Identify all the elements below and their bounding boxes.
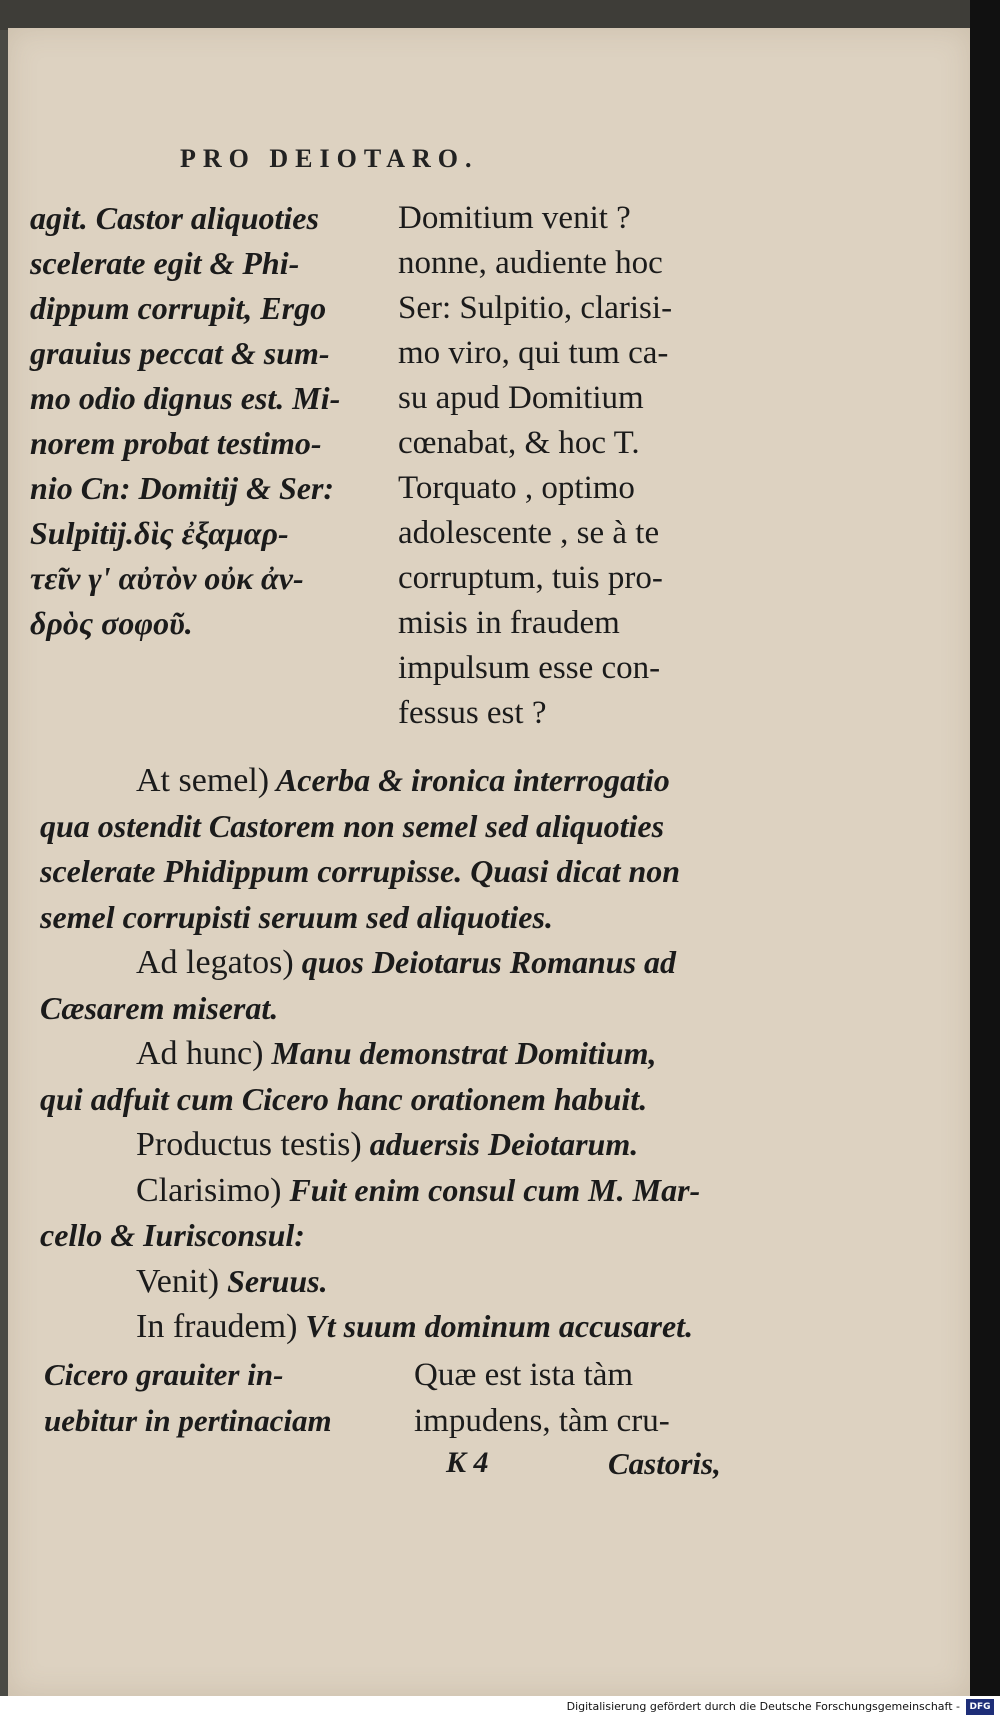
note-gloss: qua ostendit Castorem non semel sed aliquoties — [40, 807, 665, 844]
note-gloss: Vt suum dominum accusaret. — [297, 1308, 694, 1344]
note-lemma: Ad hunc) — [136, 1035, 264, 1072]
note-line — [40, 1168, 740, 1214]
text-line: su apud Domitium — [398, 380, 644, 416]
catchword: Castoris, — [608, 1446, 721, 1481]
note-lemma: In fraudem) — [136, 1308, 298, 1345]
top-right-column — [398, 196, 672, 736]
note-line — [40, 804, 740, 850]
note-gloss: Manu demonstrat Domitium, — [263, 1035, 657, 1071]
note-line — [40, 940, 740, 986]
text-line: dippum corrupit, Ergo — [30, 290, 327, 326]
text-line: misis in fraudem — [398, 605, 620, 641]
text-line: fessus est ? — [398, 695, 547, 731]
note-line — [40, 1077, 740, 1123]
note-lemma: Productus testis) — [136, 1126, 362, 1163]
bottom-right-column — [414, 1352, 670, 1444]
note-lemma: Ad legatos) — [136, 944, 294, 981]
dfg-logo-icon: DFG — [966, 1699, 994, 1715]
note-gloss: Cæsarem miserat. — [40, 989, 279, 1026]
note-line — [40, 1259, 740, 1305]
text-line: scelerate egit & Phi- — [30, 245, 300, 281]
text-line: Ser: Sulpitio, clarisi- — [398, 290, 673, 326]
scan-right-border — [970, 0, 1000, 1720]
note-line — [40, 758, 740, 804]
text-line: mo odio dignus est. Mi- — [30, 380, 341, 416]
footer-credit: Digitalisierung gefördert durch die Deutsche Forschungsgemeinschaft - — [566, 1700, 960, 1713]
commentary-notes — [40, 758, 740, 1350]
text-line: Cicero grauiter in- — [44, 1357, 284, 1392]
bottom-left-column — [44, 1352, 332, 1444]
note-line — [40, 1304, 740, 1350]
text-line: corruptum, tuis pro- — [398, 560, 663, 596]
text-line: cœnabat, & hoc T. — [398, 425, 640, 461]
text-line: impudens, tàm cru- — [414, 1403, 670, 1439]
signature-mark: K 4 — [446, 1446, 489, 1479]
text-line: nio Cn: Domitij & Ser: — [30, 470, 335, 506]
note-line — [40, 895, 740, 941]
note-gloss: semel corrupisti seruum sed aliquoties. — [40, 898, 553, 935]
text-line: norem probat testimo- — [30, 425, 322, 461]
text-line: impulsum esse con- — [398, 650, 661, 686]
greek-line: Sulpitij.δὶς ἐξαμαρ- — [30, 515, 289, 551]
footer-bar — [0, 1696, 1000, 1720]
note-lemma: Venit) — [136, 1262, 220, 1300]
note-gloss: aduersis Deiotarum. — [361, 1126, 639, 1162]
note-gloss: quos Deiotarus Romanus ad — [293, 944, 677, 980]
note-line — [40, 986, 740, 1032]
text-line: Quæ est ista tàm — [414, 1357, 634, 1393]
text-line: nonne, audiente hoc — [398, 245, 663, 281]
top-left-column — [30, 196, 340, 646]
text-line: uebitur in pertinaciam — [44, 1403, 332, 1438]
note-gloss: qui adfuit cum Cicero hanc orationem habuit. — [40, 1080, 648, 1117]
note-gloss: scelerate Phidippum corrupisse. Quasi dicat non — [40, 853, 681, 889]
greek-line: δρὸς σοφοῦ. — [30, 605, 193, 641]
text-line: mo viro, qui tum ca- — [398, 335, 669, 371]
text-line: grauius peccat & sum- — [30, 335, 330, 371]
text-line: agit. Castor aliquoties — [30, 200, 319, 236]
note-lemma: Clarisimo) — [136, 1171, 282, 1209]
text-line: Torquato , optimo — [398, 470, 635, 506]
note-line — [40, 1031, 740, 1077]
note-gloss: Seruus. — [219, 1262, 328, 1299]
running-head: PRO DEIOTARO. — [180, 144, 479, 173]
greek-line: τεῖν γ' αὐτὸν οὐκ ἀν- — [30, 560, 304, 596]
note-line — [40, 849, 740, 895]
text-line: adolescente , se à te — [398, 515, 660, 551]
note-lemma: At semel) — [136, 762, 270, 799]
note-gloss: Acerba & ironica interrogatio — [269, 762, 670, 798]
note-line — [40, 1122, 740, 1168]
note-gloss: cello & Iurisconsul: — [40, 1217, 305, 1253]
scan-top-border — [0, 0, 1000, 30]
text-line: Domitium venit ? — [398, 200, 631, 236]
note-gloss: Fuit enim consul cum M. Mar- — [281, 1171, 701, 1208]
note-line — [40, 1213, 740, 1259]
